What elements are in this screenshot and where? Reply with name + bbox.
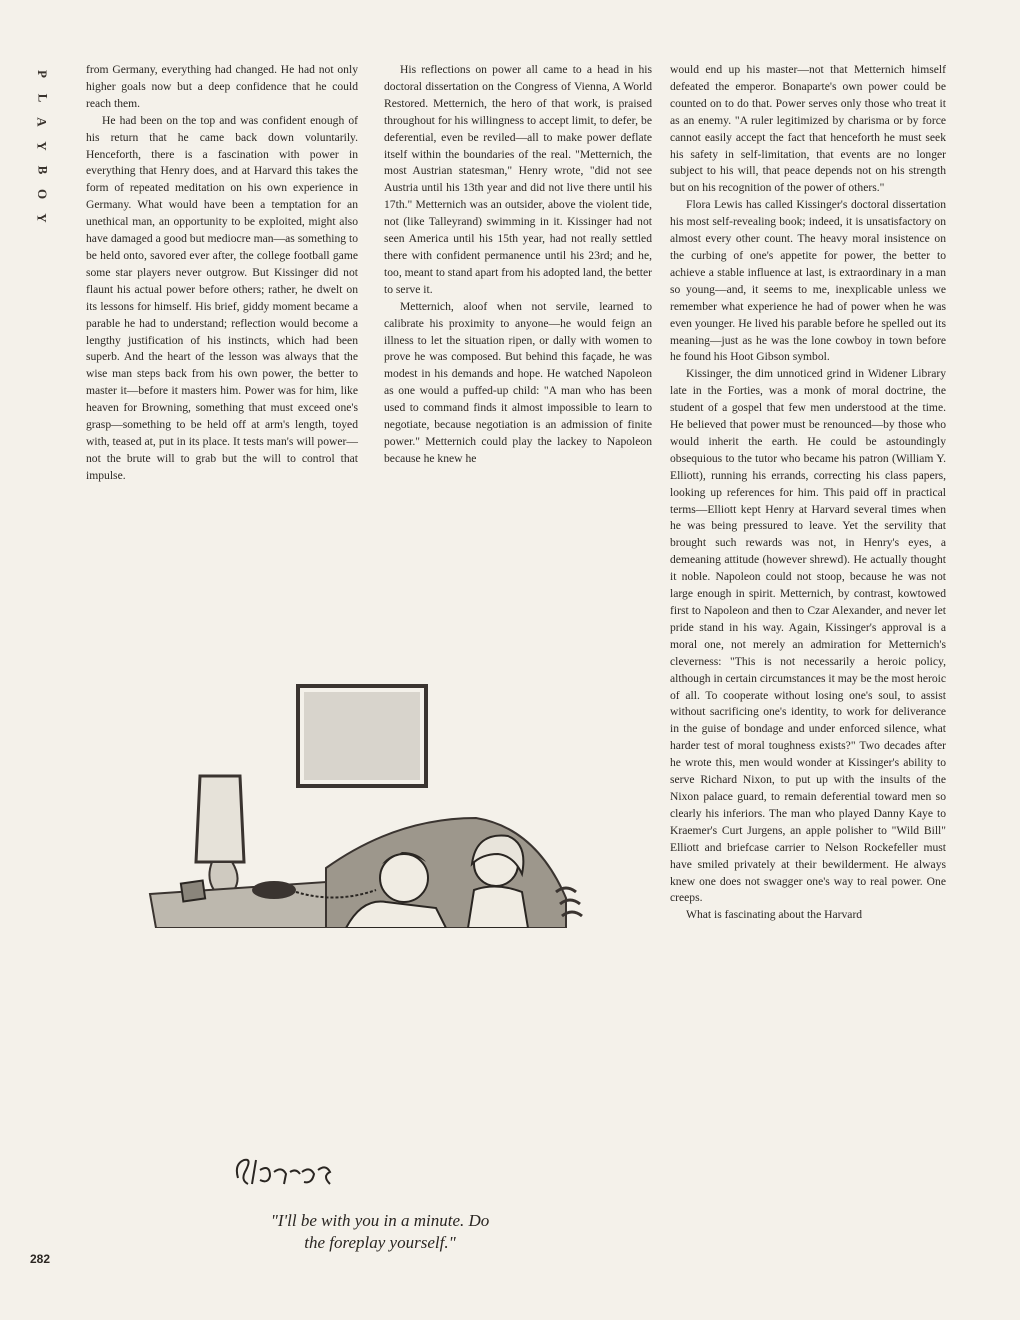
clock-icon (181, 881, 205, 902)
spine-letter: A (34, 117, 50, 127)
article-column-3 (670, 62, 946, 924)
caption-line: "I'll be with you in a minute. Do (270, 1211, 490, 1230)
paragraph: What is fascinating about the Harvard (686, 908, 863, 922)
magazine-spine-logo (30, 62, 54, 230)
window-pane (304, 692, 420, 780)
signature-scribble (237, 1160, 330, 1184)
paragraph: would end up his master—not that Metternich himself defeated the emperor. Bonaparte's own power could be counted on to do that. Power serves only those who treat it as an enemy. "A ruler legitimized by charisma or by force cannot easily accept the fact that henceforth he must seek his safety in self-limitation, that events are no longer subject to his will, that peace depends not on his strength but on his recognition of the power of others." (670, 63, 946, 195)
spine-letter: L (34, 93, 50, 103)
nightstand (150, 882, 332, 928)
article-column-2 (384, 62, 652, 468)
man-head (380, 854, 428, 902)
lamp-shade (196, 776, 244, 862)
article-column-1 (86, 62, 358, 485)
paragraph: His reflections on power all came to a head in his doctoral dissertation on the Congress of Vienna, A World Restored. Metternich, the hero of that work, is praised throughout for his willingness to accept limit, to defer, be deferential, even be reviled—all to make power deflate itself within the boundaries of the real. "Metternich, the most Austrian statesman," Henry wrote, "did not see Austria until his 13th year and did not live there until his 17th." Metternich was an outsider, above the violent tide, not (like Talleyrand) swimming in it. Kissinger had not seen America until his 15th year, had not really settled there with confident permanence until his 23rd; and he, too, meant to stand apart from his adopted land, the better to serve it. (384, 63, 652, 296)
caption-line: the foreplay yourself." (304, 1233, 456, 1252)
page-number: 282 (30, 1252, 51, 1266)
paragraph: He had been on the top and was confident enough of his return that he came back down voluntarily. Henceforth, there is a fascination with power in everything that Henry does, and at Harvard this takes the form of repeated meditation on his own experience in Germany. What would have been a temptation for an unethical man, an opportunity to be exploited, might also have damaged a good but mediocre man—as something to be held onto, savored ever after, the college football game some star players never outgrow. But Kissinger did not flaunt his actual power before others; rather, he dwelt on its lessons for himself. His brief, giddy moment became a parable he had to understand; reflection would become a lengthy justification of his instincts, which had been superb. And the heart of the lesson was always that the wise man steps back from his own power, the better to master it—before it masters him. Power was for him, like heaven for Browning, something that must exceed one's grasp—something to be held off at arm's length, toyed with, teased at, put in its place. It tests man's will power—not the brute will to grab but the will to control that impulse. (86, 113, 358, 482)
cartoon-illustration (136, 668, 608, 928)
telephone-icon (252, 881, 296, 899)
woman-body (468, 886, 528, 928)
lamp-base (209, 862, 237, 890)
spine-letter: B (34, 165, 50, 175)
paragraph: from Germany, everything had changed. He had not only higher goals now but a deep confidence that he could reach them. (86, 63, 358, 110)
cartoonist-signature (230, 1150, 340, 1190)
paragraph: Metternich, aloof when not servile, learned to calibrate his proximity to anyone—he would feign an illness to let the situation ripen, or dally with women to prove he was composed. But behind this façade, he was modest in his demands and hope. He watched Napoleon as one would a puffed-up child: "A man who has been used to command finds it almost impossible to learn to negotiate, because negotiation is an admission of finite power." Metternich could play the lackey to Napoleon because he knew he (384, 299, 652, 465)
spine-letter: Y (34, 213, 50, 223)
paragraph: Kissinger, the dim unnoticed grind in Widener Library late in the Forties, was a monk of moral doctrine, the student of a gospel that few men understood at the time. He believed that power must be renounced—by those who would inherit the earth. He could be astoundingly obsequious to the tutor who became his patron (William Y. Elliott), running his errands, correcting his class papers, looking up references for him. This paid off in practical terms—Elliott kept Henry at Harvard several times when he was being pressured to leave. Yet the servility that brought such rewards was not, in Henry's eyes, a demeaning attitude (however shrewd). He actually thought it noble. Napoleon could not stoop, because he was not large enough in spirit. Metternich, by contrast, kowtowed first to Napoleon and then to Czar Alexander, and never let pride stand in his way. Again, Kissinger's approval is a moral one, not merely an admiration for Metternich's cleverness: "This is not necessarily a heroic policy, although in certain circumstances it may be the most heroic of all. To cooperate without losing one's soul, to assist without sacrificing one's identity, to work for deliverance in the guise of bondage and under enforced silence, what harder test of moral toughness exists?" Two decades after he wrote this, men would wonder at Kissinger's ability to serve Richard Nixon, to put up with the insults of the Nixon palace guard, to remain deferential toward men so clearly his inferiors. The man who played Danny Kaye to Kraemer's Curt Jurgens, an apple polisher to "Wild Bill" Elliott and briefcase carrier to Nelson Rockefeller must have smiled privately at their bewilderment. He always knew one does not swagger one's way to real power. One creeps. (670, 367, 946, 905)
spine-letter: P (34, 70, 50, 78)
spine-letter: Y (34, 141, 50, 151)
spine-letter: O (35, 188, 50, 200)
paragraph: Flora Lewis has called Kissinger's doctoral dissertation his most self-revealing book; indeed, it is unsatisfactory on almost every other count. The heavy moral insistence on the curbing of one's appetite for power, the better to achieve a stable influence at last, is extraordinary in a man so young—and, it seems to me, inexplicable unless we remember what experience he had of power when he was even younger. He lived his parable before he spelled out its meaning—just as he was the lone cowboy in town before he found his Hoot Gibson symbol. (670, 198, 946, 364)
cartoon-caption (230, 1210, 530, 1254)
